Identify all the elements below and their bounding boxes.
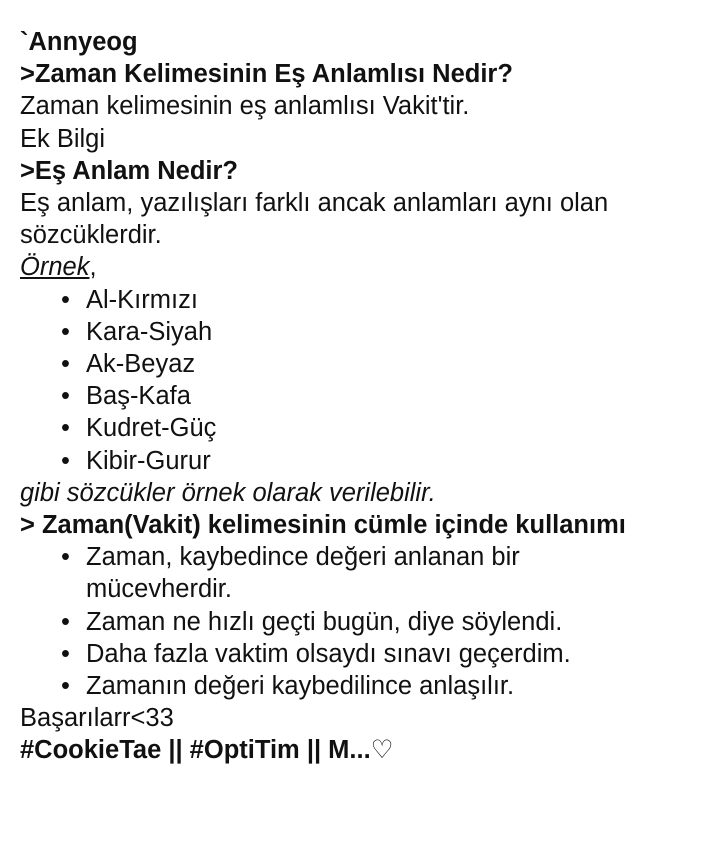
bullet-icon: •: [61, 285, 70, 314]
list-item-text: Kibir-Gurur: [86, 446, 211, 475]
greeting-text: `Annyeog: [20, 28, 138, 56]
signature: #CookieTae || #OptiTim || M...♡: [20, 736, 394, 765]
examples-footer: gibi sözcükler örnek olarak verilebilir.: [20, 478, 436, 507]
list-item-text: Zamanın değeri kaybedilince anlaşılır.: [86, 672, 515, 701]
list-item: [20, 316, 700, 348]
list-item: [20, 606, 700, 638]
example-label: Örnek: [20, 253, 90, 282]
answer-document: [20, 26, 700, 767]
list-item-text: Kudret-Güç: [86, 414, 217, 443]
synonym-definition: Eş anlam, yazılışları farklı ancak anlamları aynı olan sözcüklerdir.: [20, 189, 609, 250]
list-item: [20, 348, 700, 380]
sign-off: Başarılarr<33: [20, 704, 174, 733]
usage-heading: > Zaman(Vakit) kelimesinin cümle içinde kullanımı: [20, 511, 626, 540]
list-item: [20, 380, 700, 412]
bullet-icon: •: [61, 639, 70, 668]
list-item: [20, 412, 700, 444]
list-item-text: Zaman ne hızlı geçti bugün, diye söylendi.: [86, 607, 563, 636]
list-item: [20, 445, 700, 477]
example-suffix: ,: [89, 253, 97, 282]
extra-info-label: Ek Bilgi: [20, 124, 106, 153]
list-item-text: Al-Kırmızı: [86, 285, 198, 314]
list-item-text: Baş-Kafa: [86, 382, 191, 411]
list-item-text: Ak-Beyaz: [86, 350, 196, 379]
answer-text: Zaman kelimesinin eş anlamlısı Vakit'tir.: [20, 92, 470, 121]
list-item: [20, 670, 700, 702]
list-item-text: Zaman, kaybedince değeri anlanan bir mücevherdir.: [86, 543, 520, 604]
bullet-icon: •: [61, 382, 70, 411]
example-line: [20, 251, 700, 283]
synonym-heading: >Eş Anlam Nedir?: [20, 156, 238, 185]
bullet-icon: •: [61, 607, 70, 636]
list-item-text: Kara-Siyah: [86, 317, 213, 346]
example-list: [20, 284, 700, 477]
question-heading: >Zaman Kelimesinin Eş Anlamlısı Nedir?: [20, 60, 513, 89]
list-item: [20, 284, 700, 316]
list-item: [20, 638, 700, 670]
bullet-icon: •: [61, 414, 70, 443]
bullet-icon: •: [61, 672, 70, 701]
bullet-icon: •: [61, 317, 70, 346]
bullet-icon: •: [61, 350, 70, 379]
bullet-icon: •: [61, 446, 70, 475]
list-item: [20, 541, 700, 605]
bullet-icon: •: [61, 543, 70, 572]
list-item-text: Daha fazla vaktim olsaydı sınavı geçerdim.: [86, 639, 571, 668]
sentence-list: [20, 541, 700, 702]
